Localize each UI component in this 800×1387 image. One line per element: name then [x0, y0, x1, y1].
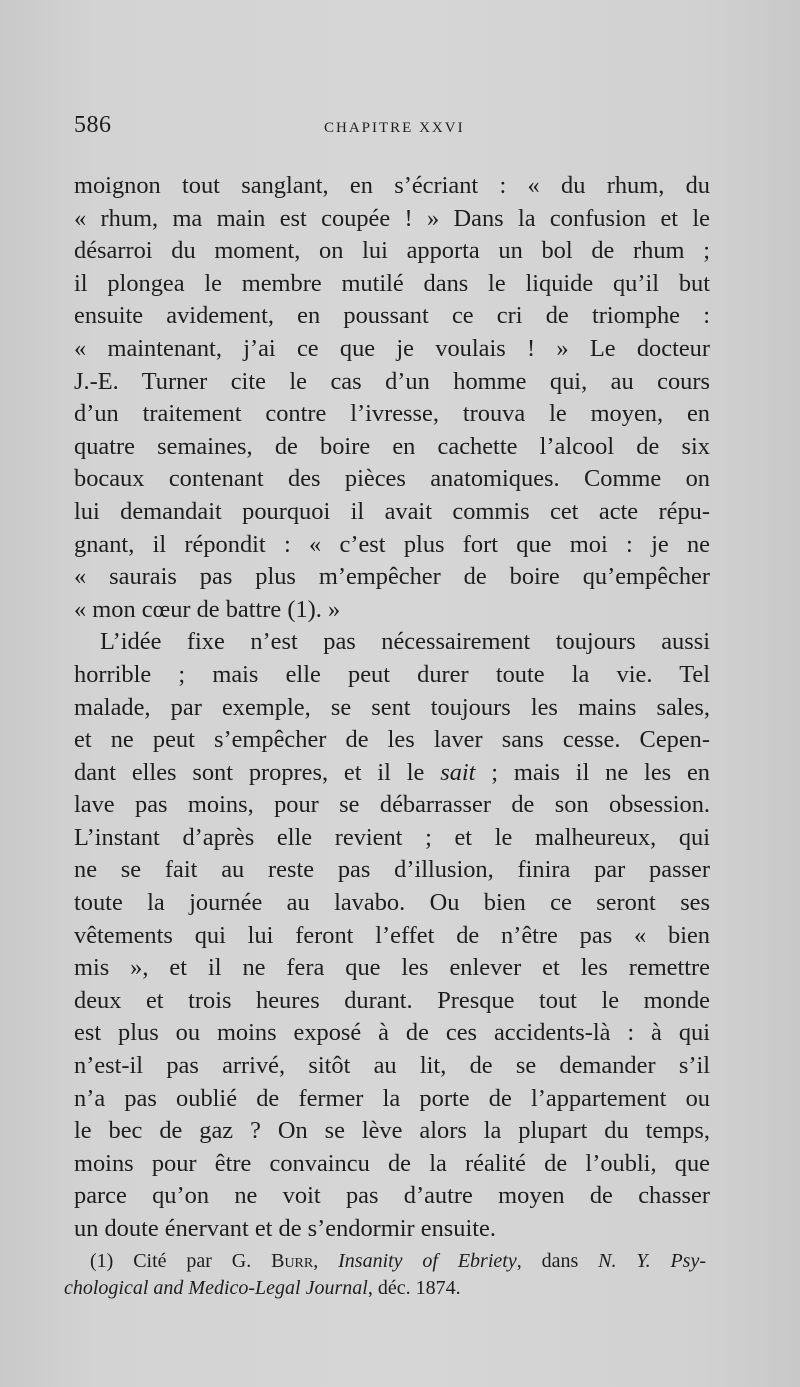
page-header — [74, 112, 714, 148]
text-line: n’est-il pas arrivé, sitôt au lit, de se demander s’il — [74, 1052, 710, 1080]
body-text — [74, 170, 710, 1246]
text-line: lave pas moins, pour se débarrasser de son obsession. — [74, 791, 710, 819]
text-line: deux et trois heures durant. Presque tout le monde — [74, 986, 710, 1014]
text-segment: ; mais il ne les en — [475, 758, 710, 786]
page-number: 586 — [74, 112, 112, 138]
text-line: malade, par exemple, se sent toujours les mains sales, — [74, 693, 710, 721]
footnote-line — [64, 1275, 706, 1302]
text-line: vêtements qui lui feront l’effet de n’être pas « bien — [74, 921, 710, 949]
text-line: moignon tout sanglant, en s’écriant : « du rhum, du — [74, 172, 710, 199]
text-line: horrible ; mais elle peut durer toute la vie. Tel — [74, 660, 710, 688]
text-line: L’instant d’après elle revient ; et le malheureux, qui — [74, 823, 710, 851]
text-line: est plus ou moins exposé à de ces accidents-là : à qui — [74, 1019, 710, 1047]
text-line: n’a pas oublié de fermer la porte de l’appartement ou — [74, 1084, 710, 1112]
text-line: « saurais pas plus m’empêcher de boire qu’empêcher — [74, 563, 710, 591]
footnote-text: Cité par G. — [113, 1250, 272, 1272]
paragraph-start-line: L’idée fixe n’est pas nécessairement toujours aussi — [100, 628, 710, 656]
footnote-text: , dans — [516, 1250, 599, 1272]
text-line: lui demandait pourquoi il avait commis cet acte répu- — [74, 497, 710, 525]
text-line: ensuite avidement, en poussant ce cri de triomphe : — [74, 302, 710, 330]
footnote-author: Burr — [271, 1250, 314, 1272]
footnote-marker: (1) — [90, 1250, 114, 1272]
text-line: moins pour être convaincu de la réalité de l’oubli, que — [74, 1149, 710, 1177]
text-line: J.-E. Turner cite le cas d’un homme qui, au cours — [74, 367, 710, 395]
running-head: CHAPITRE XXVI — [324, 120, 465, 136]
footnote — [64, 1248, 706, 1302]
text-line: « mon cœur de battre (1). » — [74, 595, 341, 623]
text-line: un doute énervant et de s’endormir ensuite. — [74, 1215, 496, 1242]
text-line: désarroi du moment, on lui apporta un bol de rhum ; — [74, 237, 710, 265]
text-segment: dant elles sont propres, et il le — [74, 758, 441, 786]
text-line: gnant, il répondit : « c’est plus fort que moi : je ne — [74, 530, 710, 558]
text-line: « rhum, ma main est coupée ! » Dans la confusion et le — [74, 204, 710, 232]
text-line: quatre semaines, de boire en cachette l’alcool de six — [74, 432, 710, 460]
text-line: ne se fait au reste pas d’illusion, finira par passer — [74, 856, 710, 884]
footnote-title: Insanity of Ebriety — [338, 1250, 517, 1272]
text-line: d’un traitement contre l’ivresse, trouva le moyen, en — [74, 400, 710, 428]
text-line: il plongea le membre mutilé dans le liquide qu’il but — [74, 269, 710, 297]
footnote-text: , — [313, 1250, 339, 1272]
text-line: et ne peut s’empêcher de les laver sans cesse. Cepen- — [74, 726, 710, 754]
footnote-date: , déc. 1874. — [367, 1277, 461, 1299]
text-line: bocaux contenant des pièces anatomiques. Comme on — [74, 465, 710, 493]
italic-word: sait — [440, 758, 476, 786]
text-line: mis », et il ne fera que les enlever et les remettre — [74, 954, 710, 982]
footnote-line — [64, 1248, 706, 1275]
text-line: le bec de gaz ? On se lève alors la plupart du temps, — [74, 1117, 710, 1145]
text-line: toute la journée au lavabo. Ou bien ce seront ses — [74, 889, 710, 917]
text-line: parce qu’on ne voit pas d’autre moyen de chasser — [74, 1182, 710, 1210]
footnote-journal: chological and Medico-Legal Journal — [64, 1277, 368, 1299]
text-line-with-italic — [74, 757, 710, 790]
text-line: « maintenant, j’ai ce que je voulais ! » Le docteur — [74, 334, 710, 362]
footnote-journal: N. Y. Psy- — [598, 1250, 707, 1272]
